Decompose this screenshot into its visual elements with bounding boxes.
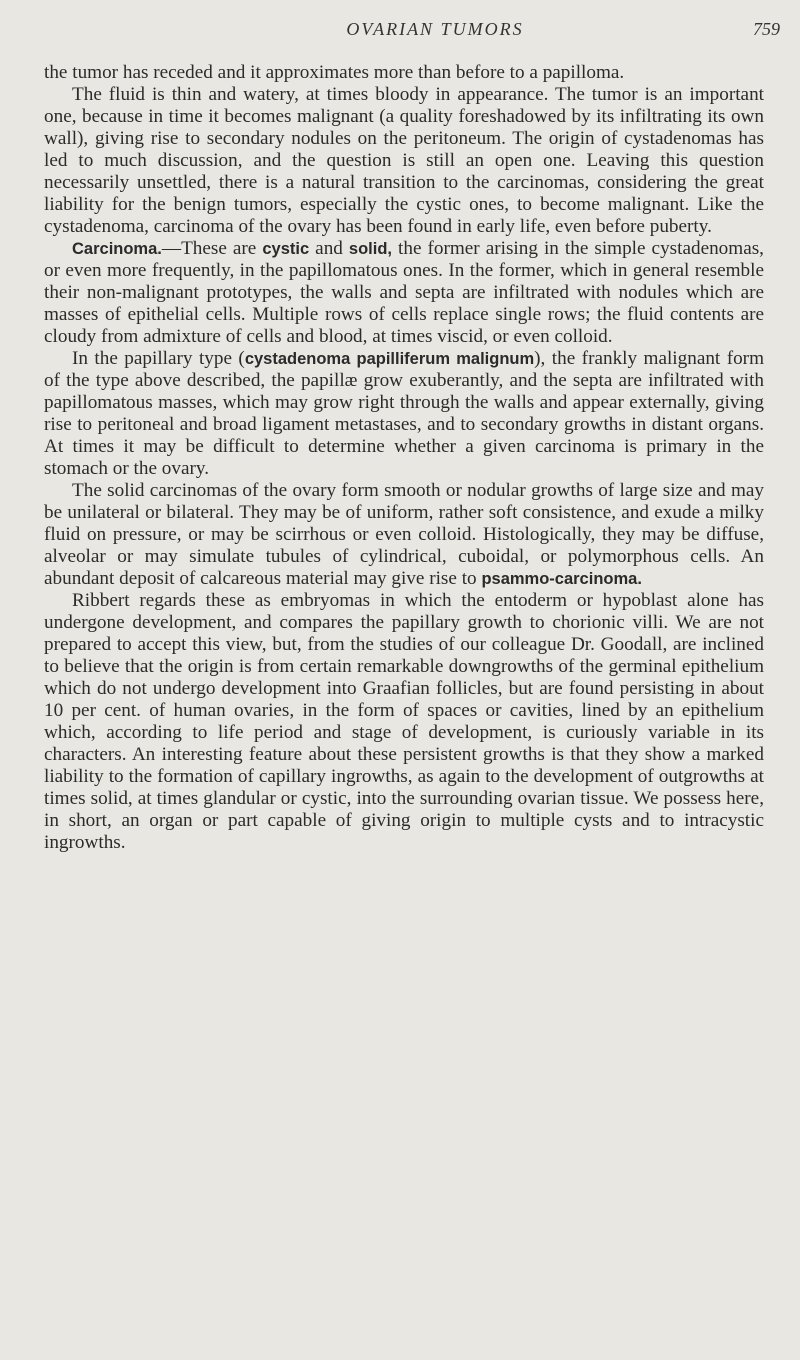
paragraph-p3 [44,238,764,348]
text-run: Ribbert regards these as embryomas in which the entoderm or hypoblast alone has undergone development, and compares the papillary growth to chorionic villi. We are not prepared to accept this view, but, from the studies of our colleague Dr. Goodall, are inclined to believe that the origin is from certain remarkable downgrowths of the germinal epithelium which do not undergo development into Graafian follicles, but are found persisting in about 10 per cent. of human ovaries, in the form of spaces or cavities, lined by an epithelium which, according to life period and stage of development, is curiously variable in its characters. An interesting feature about these persistent growths is that they show a marked liability to the formation of capillary ingrowths, as again to the development of outgrowths at times solid, at times glandular or cystic, into the surrounding ovarian tissue. We possess here, in short, an organ or part capable of giving origin to multiple cysts and to intracystic ingrowths. [44,590,764,853]
paragraph-p6 [44,590,764,854]
text-run: In the papillary type ( [72,348,245,369]
running-head [90,19,780,45]
paragraph-p4 [44,348,764,480]
body-text [44,62,764,854]
text-run: the tumor has receded and it approximates more than before to a papilloma. [44,62,625,83]
bold-term: cystic [262,240,310,258]
text-run: The fluid is thin and watery, at times bloody in appearance. The tumor is an important one, because in time it becomes malignant (a quality foreshadowed by its infiltrating its own wall), giving rise to secondary nodules on the peritoneum. The origin of cystadenomas has led to much discussion, and the question is still an open one. Leaving this question necessarily unsettled, there is a natural transition to the carcinomas, considering the great liability for the benign tumors, especially the cystic ones, to become malignant. Like the cystadenoma, carcinoma of the ovary has been found in early life, even before puberty. [44,84,764,237]
bold-term: psammo-carcinoma. [481,570,642,588]
paragraph-p1 [44,62,764,84]
text-run: and [309,238,349,259]
bold-term: cystadenoma papilliferum malignum [244,350,535,368]
running-title: OVARIAN TUMORS [346,19,524,39]
paragraph-p5 [44,480,764,590]
bold-term: Carcinoma. [72,240,162,258]
text-run: The solid carcinomas of the ovary form smooth or nodular growths of large size and may be unilateral or bilateral. They may be of uniform, rather soft consistence, and exude a milky fluid on pressure, or may be scirrhous or even colloid. Histologically, they may be diffuse, alveolar or may simulate tubules of cylindrical, cuboidal, or polymorphous cells. An abundant deposit of calcareous material may give rise to [44,480,764,589]
text-run: the former arising in the simple cystadenomas, or even more frequently, in the papillomatous ones. In the former, which in general resemble their non-malignant prototypes, the walls and septa are infiltrated with nodules which are masses of epithelial cells. Multiple rows of cells replace single rows; the fluid contents are cloudy from admixture of cells and blood, at times viscid, or even colloid. [44,238,764,347]
bold-term: solid, [348,240,392,258]
paragraph-p2 [44,84,764,238]
text-run: ), the frankly malignant form of the type above described, the papillæ grow exuberantly, and the septa are infiltrated with papillomatous masses, which may grow right through the walls and appear externally, giving rise to peritoneal and broad ligament metastases, and to secondary growths in distant organs. At times it may be difficult to determine whether a given carcinoma is primary in the stomach or the ovary. [44,348,764,479]
page-number: 759 [753,19,780,39]
text-run: —These are [161,238,263,259]
